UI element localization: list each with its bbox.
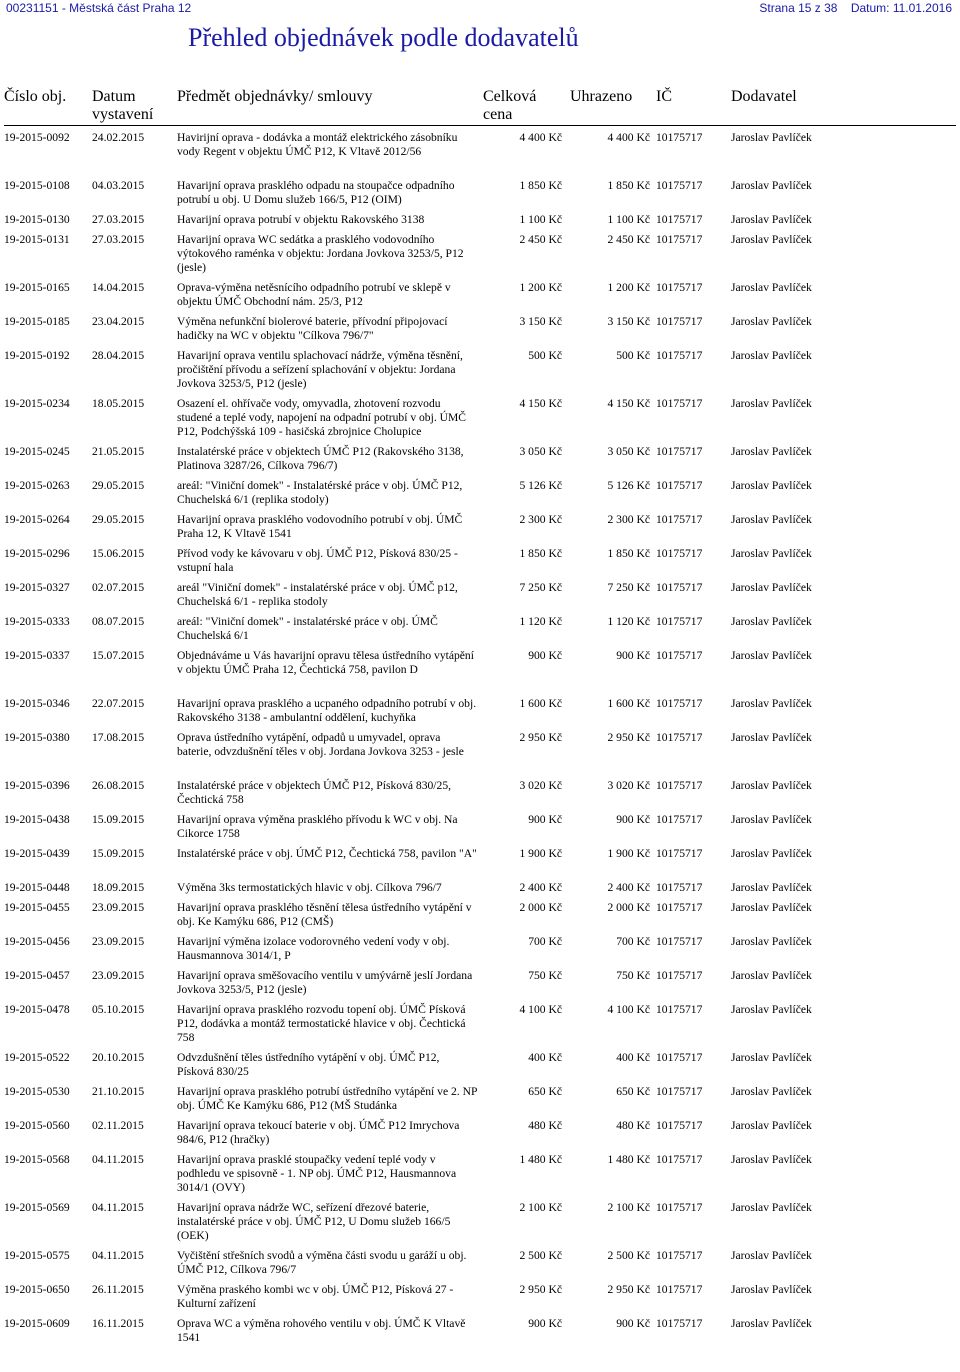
supplier-name: Jaroslav Pavlíček	[731, 281, 812, 294]
order-paid: 2 450 Kč	[607, 233, 650, 246]
column-header-date-line2: vystavení	[92, 106, 154, 123]
order-price: 2 100 Kč	[519, 1201, 562, 1214]
order-date: 15.06.2015	[92, 547, 145, 560]
order-paid: 3 150 Kč	[607, 315, 650, 328]
order-paid: 900 Kč	[616, 813, 650, 826]
supplier-ic: 10175717	[656, 1003, 703, 1016]
supplier-name: Jaroslav Pavlíček	[731, 649, 812, 662]
order-number: 19-2015-0108	[4, 179, 70, 192]
supplier-name: Jaroslav Pavlíček	[731, 1201, 812, 1214]
supplier-name: Jaroslav Pavlíček	[731, 1051, 812, 1064]
supplier-ic: 10175717	[656, 233, 703, 246]
table-row	[0, 315, 960, 349]
order-number: 19-2015-0380	[4, 731, 70, 744]
supplier-ic: 10175717	[656, 901, 703, 914]
page-info	[749, 1, 952, 15]
table-row	[0, 935, 960, 969]
supplier-name: Jaroslav Pavlíček	[731, 1003, 812, 1016]
order-number: 19-2015-0396	[4, 779, 70, 792]
supplier-ic: 10175717	[656, 615, 703, 628]
supplier-ic: 10175717	[656, 847, 703, 860]
supplier-ic: 10175717	[656, 935, 703, 948]
order-subject: Přívod vody ke kávovaru v obj. ÚMČ P12, Písková 830/25 - vstupní hala	[177, 547, 458, 574]
order-subject: Havarijní oprava tekoucí baterie v obj. ÚMČ P12 Imrychova 984/6, P12 (hračky)	[177, 1119, 460, 1146]
order-paid: 2 950 Kč	[607, 731, 650, 744]
order-price: 7 250 Kč	[519, 581, 562, 594]
supplier-ic: 10175717	[656, 813, 703, 826]
report-date: Datum: 11.01.2016	[850, 1, 952, 15]
order-number: 19-2015-0130	[4, 213, 70, 226]
order-price: 3 150 Kč	[519, 315, 562, 328]
order-number: 19-2015-0192	[4, 349, 70, 362]
order-paid: 700 Kč	[616, 935, 650, 948]
order-date: 21.05.2015	[92, 445, 145, 458]
supplier-name: Jaroslav Pavlíček	[731, 969, 812, 982]
order-subject: Havarijní oprava ventilu splachovací nádrže, výměna těsnění, pročištění přívodu a seřízení splachování v objektu: Jordana Jovkova 3253/5, P12 (jesle)	[177, 349, 463, 390]
order-number: 19-2015-0478	[4, 1003, 70, 1016]
supplier-ic: 10175717	[656, 349, 703, 362]
supplier-name: Jaroslav Pavlíček	[731, 1119, 812, 1132]
order-price: 4 100 Kč	[519, 1003, 562, 1016]
order-date: 04.11.2015	[92, 1249, 144, 1262]
order-number: 19-2015-0439	[4, 847, 70, 860]
supplier-name: Jaroslav Pavlíček	[731, 847, 812, 860]
order-number: 19-2015-0165	[4, 281, 70, 294]
order-number: 19-2015-0568	[4, 1153, 70, 1166]
supplier-ic: 10175717	[656, 1249, 703, 1262]
order-date: 15.09.2015	[92, 847, 145, 860]
order-paid: 1 480 Kč	[607, 1153, 650, 1166]
column-header-price-line2: cena	[483, 106, 513, 123]
table-row	[0, 397, 960, 445]
order-number: 19-2015-0185	[4, 315, 70, 328]
order-subject: Havarijní oprava potrubí v objektu Rakovského 3138	[177, 213, 425, 226]
supplier-ic: 10175717	[656, 1317, 703, 1330]
supplier-ic: 10175717	[656, 1153, 703, 1166]
order-subject: Havarijní oprava prasklé stoupačky vedení teplé vody v podhledu ve spisovně - 1. NP obj. ÚMČ P12, Hausmannova 3014/1 (OVY)	[177, 1153, 457, 1194]
column-header-ic: IČ	[656, 88, 672, 105]
supplier-name: Jaroslav Pavlíček	[731, 1283, 812, 1296]
supplier-name: Jaroslav Pavlíček	[731, 731, 812, 744]
table-row	[0, 479, 960, 513]
order-date: 05.10.2015	[92, 1003, 145, 1016]
supplier-ic: 10175717	[656, 1119, 703, 1132]
order-number: 19-2015-0092	[4, 131, 70, 144]
order-date: 23.04.2015	[92, 315, 145, 328]
order-paid: 900 Kč	[616, 1317, 650, 1330]
order-paid: 900 Kč	[616, 649, 650, 662]
order-price: 1 100 Kč	[519, 213, 562, 226]
order-date: 26.08.2015	[92, 779, 145, 792]
supplier-name: Jaroslav Pavlíček	[731, 881, 812, 894]
order-subject: Objednáváme u Vás havarijní opravu tělesa ústředního vytápění v objektu ÚMČ Praha 12, Čechtická 758, pavilon D	[177, 649, 474, 676]
order-paid: 1 850 Kč	[607, 547, 650, 560]
order-subject: Odvzdušnění těles ústředního vytápění v obj. ÚMČ P12, Písková 830/25	[177, 1051, 440, 1078]
order-price: 3 020 Kč	[519, 779, 562, 792]
order-subject: Havarijní oprava výměna prasklého přívodu k WC v obj. Na Cikorce 1758	[177, 813, 458, 840]
column-header-supplier: Dodavatel	[731, 88, 797, 105]
document-reference: 00231151 - Městská část Praha 12	[6, 1, 192, 15]
column-header-price	[483, 88, 536, 124]
table-row	[0, 513, 960, 547]
order-price: 2 400 Kč	[519, 881, 562, 894]
order-date: 27.03.2015	[92, 233, 145, 246]
table-row	[0, 581, 960, 615]
table-row	[0, 1249, 960, 1283]
column-header-date	[92, 88, 153, 124]
table-row	[0, 847, 960, 881]
supplier-ic: 10175717	[656, 581, 703, 594]
order-number: 19-2015-0522	[4, 1051, 70, 1064]
order-paid: 1 100 Kč	[607, 213, 650, 226]
order-subject: Osazení el. ohřívače vody, omyvadla, zhotovení rozvodu studené a teplé vody, napojení na odpadní potrubí v obj. ÚMČ P12, Podchýšská 109 - hasičská zbrojnice Cholupice	[177, 397, 467, 438]
order-price: 500 Kč	[528, 349, 562, 362]
order-date: 02.11.2015	[92, 1119, 144, 1132]
order-number: 19-2015-0560	[4, 1119, 70, 1132]
order-subject: Havarijní oprava prasklého a ucpaného odpadního potrubí v obj. Rakovského 3138 - ambulantní oddělení, kuchyňka	[177, 697, 477, 724]
supplier-ic: 10175717	[656, 1201, 703, 1214]
table-row	[0, 1119, 960, 1153]
order-paid: 5 126 Kč	[607, 479, 650, 492]
order-number: 19-2015-0455	[4, 901, 70, 914]
table-row	[0, 1153, 960, 1201]
order-subject: Instalatérské práce v objektech ÚMČ P12 (Rakovského 3138, Platinova 3287/26, Cílkova 796/7)	[177, 445, 464, 472]
supplier-ic: 10175717	[656, 1051, 703, 1064]
order-subject: Výměna nefunkční biolerové baterie, přívodní připojovací hadičky na WC v objektu "Cílkova 796/7"	[177, 315, 448, 342]
supplier-name: Jaroslav Pavlíček	[731, 1249, 812, 1262]
supplier-ic: 10175717	[656, 213, 703, 226]
order-subject: Havirijní oprava - dodávka a montáž elektrického zásobníku vody Regent v objektu ÚMČ P12, K Vltavě 2012/56	[177, 131, 458, 158]
order-date: 04.03.2015	[92, 179, 145, 192]
order-price: 700 Kč	[528, 935, 562, 948]
supplier-ic: 10175717	[656, 445, 703, 458]
order-paid: 4 400 Kč	[607, 131, 650, 144]
order-paid: 7 250 Kč	[607, 581, 650, 594]
order-subject: Vyčištění střešních svodů a výměna části svodu u garáží u obj. ÚMČ P12, Cílkova 796/7	[177, 1249, 467, 1276]
order-number: 19-2015-0333	[4, 615, 70, 628]
supplier-ic: 10175717	[656, 513, 703, 526]
order-subject: Oprava-výměna netěsnícího odpadního potrubí ve sklepě v objektu ÚMČ Obchodní nám. 25/3, P12	[177, 281, 451, 308]
supplier-name: Jaroslav Pavlíček	[731, 813, 812, 826]
order-price: 2 500 Kč	[519, 1249, 562, 1262]
order-subject: Oprava WC a výměna rohového ventilu v obj. ÚMČ K Vltavě 1541	[177, 1317, 466, 1344]
order-price: 4 150 Kč	[519, 397, 562, 410]
order-number: 19-2015-0131	[4, 233, 70, 246]
order-date: 21.10.2015	[92, 1085, 145, 1098]
order-paid: 1 120 Kč	[607, 615, 650, 628]
supplier-ic: 10175717	[656, 969, 703, 982]
supplier-name: Jaroslav Pavlíček	[731, 935, 812, 948]
order-date: 04.11.2015	[92, 1153, 144, 1166]
table-row	[0, 697, 960, 731]
order-paid: 3 020 Kč	[607, 779, 650, 792]
supplier-name: Jaroslav Pavlíček	[731, 349, 812, 362]
order-number: 19-2015-0530	[4, 1085, 70, 1098]
supplier-ic: 10175717	[656, 281, 703, 294]
supplier-name: Jaroslav Pavlíček	[731, 1085, 812, 1098]
order-date: 22.07.2015	[92, 697, 145, 710]
supplier-ic: 10175717	[656, 1283, 703, 1296]
table-row	[0, 649, 960, 697]
order-subject: Havarijní oprava WC sedátka a prasklého vodovodního výtokového raménka v objektu: Jordana Jovkova 3253/5, P12 (jesle)	[177, 233, 464, 274]
orders-table-body	[0, 131, 960, 1351]
order-paid: 750 Kč	[616, 969, 650, 982]
order-price: 750 Kč	[528, 969, 562, 982]
order-number: 19-2015-0234	[4, 397, 70, 410]
supplier-name: Jaroslav Pavlíček	[731, 513, 812, 526]
order-date: 29.05.2015	[92, 513, 145, 526]
order-date: 28.04.2015	[92, 349, 145, 362]
table-row	[0, 179, 960, 213]
order-price: 650 Kč	[528, 1085, 562, 1098]
supplier-ic: 10175717	[656, 697, 703, 710]
order-price: 4 400 Kč	[519, 131, 562, 144]
order-date: 23.09.2015	[92, 901, 145, 914]
order-number: 19-2015-0575	[4, 1249, 70, 1262]
supplier-name: Jaroslav Pavlíček	[731, 697, 812, 710]
order-date: 15.09.2015	[92, 813, 145, 826]
table-row	[0, 1051, 960, 1085]
order-subject: Havarijní oprava směšovacího ventilu v umývárně jeslí Jordana Jovkova 3253/5, P12 (jesle)	[177, 969, 473, 996]
order-paid: 4 100 Kč	[607, 1003, 650, 1016]
order-price: 2 000 Kč	[519, 901, 562, 914]
order-date: 04.11.2015	[92, 1201, 144, 1214]
supplier-name: Jaroslav Pavlíček	[731, 131, 812, 144]
order-subject: Výměna praského kombi wc v obj. ÚMČ P12, Písková 27 - Kulturní zařízení	[177, 1283, 454, 1310]
supplier-ic: 10175717	[656, 397, 703, 410]
page-header	[0, 0, 960, 16]
order-date: 16.11.2015	[92, 1317, 144, 1330]
supplier-name: Jaroslav Pavlíček	[731, 213, 812, 226]
order-number: 19-2015-0438	[4, 813, 70, 826]
order-paid: 650 Kč	[616, 1085, 650, 1098]
supplier-ic: 10175717	[656, 731, 703, 744]
table-row	[0, 813, 960, 847]
order-subject: Havarijní oprava prasklého rozvodu topení obj. ÚMČ Písková P12, dodávka a montáž termostatické hlavice v obj. Čechtická 758	[177, 1003, 466, 1044]
order-price: 3 050 Kč	[519, 445, 562, 458]
order-number: 19-2015-0346	[4, 697, 70, 710]
order-date: 08.07.2015	[92, 615, 145, 628]
column-header-paid: Uhrazeno	[570, 88, 633, 105]
column-header-date-line1: Datum	[92, 88, 136, 105]
order-date: 17.08.2015	[92, 731, 145, 744]
supplier-name: Jaroslav Pavlíček	[731, 179, 812, 192]
order-paid: 2 950 Kč	[607, 1283, 650, 1296]
order-subject: Havarijní výměna izolace vodorovného vedení vody v obj. Hausmannova 3014/1, P	[177, 935, 450, 962]
order-price: 1 850 Kč	[519, 547, 562, 560]
order-price: 2 950 Kč	[519, 731, 562, 744]
supplier-name: Jaroslav Pavlíček	[731, 779, 812, 792]
order-paid: 4 150 Kč	[607, 397, 650, 410]
order-paid: 500 Kč	[616, 349, 650, 362]
order-number: 19-2015-0337	[4, 649, 70, 662]
order-price: 900 Kč	[528, 1317, 562, 1330]
order-number: 19-2015-0448	[4, 881, 70, 894]
table-row	[0, 131, 960, 179]
table-row	[0, 901, 960, 935]
order-number: 19-2015-0245	[4, 445, 70, 458]
supplier-name: Jaroslav Pavlíček	[731, 615, 812, 628]
order-subject: Havarijní oprava prasklého těsnění tělesa ústředního vytápění v obj. Ke Kamýku 686, P12 (CMŠ)	[177, 901, 472, 928]
table-row	[0, 1317, 960, 1351]
order-date: 02.07.2015	[92, 581, 145, 594]
order-price: 1 480 Kč	[519, 1153, 562, 1166]
supplier-ic: 10175717	[656, 1085, 703, 1098]
table-row	[0, 1085, 960, 1119]
order-price: 400 Kč	[528, 1051, 562, 1064]
order-date: 27.03.2015	[92, 213, 145, 226]
supplier-ic: 10175717	[656, 131, 703, 144]
table-row	[0, 779, 960, 813]
supplier-ic: 10175717	[656, 779, 703, 792]
order-price: 2 950 Kč	[519, 1283, 562, 1296]
order-number: 19-2015-0263	[4, 479, 70, 492]
order-price: 1 900 Kč	[519, 847, 562, 860]
table-row	[0, 233, 960, 281]
order-number: 19-2015-0456	[4, 935, 70, 948]
order-subject: Havarijní oprava prasklého potrubí ústředního vytápění ve 2. NP obj. ÚMČ Ke Kamýku 686, P12 (MŠ Studánka	[177, 1085, 477, 1112]
order-paid: 2 400 Kč	[607, 881, 650, 894]
order-subject: areál "Viniční domek" - instalatérské práce v obj. ÚMČ p12, Chuchelská 6/1 - replika stodoly	[177, 581, 458, 608]
order-price: 1 120 Kč	[519, 615, 562, 628]
order-date: 23.09.2015	[92, 935, 145, 948]
order-subject: Výměna 3ks termostatických hlavic v obj. Cílkova 796/7	[177, 881, 442, 894]
order-date: 29.05.2015	[92, 479, 145, 492]
supplier-name: Jaroslav Pavlíček	[731, 1153, 812, 1166]
table-row	[0, 213, 960, 233]
order-subject: Havarijní oprava prasklého vodovodního potrubí v obj. ÚMČ Praha 12, K Vltavě 1541	[177, 513, 463, 540]
order-price: 900 Kč	[528, 649, 562, 662]
table-row	[0, 615, 960, 649]
table-row	[0, 445, 960, 479]
order-paid: 2 300 Kč	[607, 513, 650, 526]
order-paid: 3 050 Kč	[607, 445, 650, 458]
supplier-name: Jaroslav Pavlíček	[731, 233, 812, 246]
supplier-ic: 10175717	[656, 881, 703, 894]
supplier-ic: 10175717	[656, 179, 703, 192]
order-number: 19-2015-0569	[4, 1201, 70, 1214]
order-price: 1 200 Kč	[519, 281, 562, 294]
supplier-name: Jaroslav Pavlíček	[731, 547, 812, 560]
order-number: 19-2015-0296	[4, 547, 70, 560]
order-paid: 1 600 Kč	[607, 697, 650, 710]
supplier-name: Jaroslav Pavlíček	[731, 581, 812, 594]
order-subject: Instalatérské práce v obj. ÚMČ P12, Čechtická 758, pavilon "A"	[177, 847, 477, 860]
order-number: 19-2015-0609	[4, 1317, 70, 1330]
order-price: 1 600 Kč	[519, 697, 562, 710]
supplier-name: Jaroslav Pavlíček	[731, 1317, 812, 1330]
supplier-ic: 10175717	[656, 649, 703, 662]
order-price: 1 850 Kč	[519, 179, 562, 192]
order-date: 20.10.2015	[92, 1051, 145, 1064]
order-date: 15.07.2015	[92, 649, 145, 662]
order-date: 24.02.2015	[92, 131, 145, 144]
order-paid: 400 Kč	[616, 1051, 650, 1064]
supplier-name: Jaroslav Pavlíček	[731, 479, 812, 492]
table-row	[0, 731, 960, 779]
table-row	[0, 1201, 960, 1249]
order-price: 5 126 Kč	[519, 479, 562, 492]
order-date: 18.05.2015	[92, 397, 145, 410]
order-subject: areál: "Viniční domek" - Instalatérské práce v obj. ÚMČ P12, Chuchelská 6/1 (replika stodoly)	[177, 479, 463, 506]
supplier-name: Jaroslav Pavlíček	[731, 901, 812, 914]
order-paid: 1 900 Kč	[607, 847, 650, 860]
page-title: Přehled objednávek podle dodavatelů	[188, 23, 579, 52]
order-number: 19-2015-0457	[4, 969, 70, 982]
order-date: 14.04.2015	[92, 281, 145, 294]
order-number: 19-2015-0327	[4, 581, 70, 594]
table-row	[0, 1283, 960, 1317]
table-row	[0, 881, 960, 901]
order-subject: Oprava ústředního vytápění, odpadů u umyvadel, oprava baterie, odvzdušnění těles v obj. Jordana Jovkova 3253 - jesle	[177, 731, 464, 758]
supplier-name: Jaroslav Pavlíček	[731, 397, 812, 410]
order-paid: 480 Kč	[616, 1119, 650, 1132]
table-row	[0, 547, 960, 581]
order-price: 900 Kč	[528, 813, 562, 826]
order-paid: 2 100 Kč	[607, 1201, 650, 1214]
order-date: 18.09.2015	[92, 881, 145, 894]
order-price: 2 450 Kč	[519, 233, 562, 246]
table-row	[0, 281, 960, 315]
order-price: 480 Kč	[528, 1119, 562, 1132]
column-header-subject: Předmět objednávky/ smlouvy	[177, 88, 373, 105]
order-date: 26.11.2015	[92, 1283, 144, 1296]
table-header	[0, 88, 960, 124]
supplier-ic: 10175717	[656, 315, 703, 328]
order-subject: areál: "Viniční domek" - instalatérské práce v obj. ÚMČ Chuchelská 6/1	[177, 615, 438, 642]
order-paid: 1 200 Kč	[607, 281, 650, 294]
order-subject: Havarijní oprava prasklého odpadu na stoupačce odpadního potrubí u obj. U Domu služeb 166/5, P12 (OIM)	[177, 179, 455, 206]
page-number: Strana 15 z 38	[759, 1, 838, 15]
header-rule	[4, 125, 956, 126]
order-price: 2 300 Kč	[519, 513, 562, 526]
table-row	[0, 349, 960, 397]
order-number: 19-2015-0650	[4, 1283, 70, 1296]
column-header-number: Číslo obj.	[4, 88, 67, 105]
table-row	[0, 1003, 960, 1051]
table-row	[0, 969, 960, 1003]
order-paid: 1 850 Kč	[607, 179, 650, 192]
order-date: 23.09.2015	[92, 969, 145, 982]
supplier-ic: 10175717	[656, 547, 703, 560]
column-header-price-line1: Celková	[483, 88, 537, 105]
supplier-name: Jaroslav Pavlíček	[731, 445, 812, 458]
order-subject: Instalatérské práce v objektech ÚMČ P12, Písková 830/25, Čechtická 758	[177, 779, 452, 806]
order-number: 19-2015-0264	[4, 513, 70, 526]
order-subject: Havarijní oprava nádrže WC, seřízení dřezové baterie, instalatérské práce v obj. ÚMČ P12, U Domu služeb 166/5 (OEK)	[177, 1201, 451, 1242]
supplier-ic: 10175717	[656, 479, 703, 492]
order-paid: 2 000 Kč	[607, 901, 650, 914]
supplier-name: Jaroslav Pavlíček	[731, 315, 812, 328]
order-paid: 2 500 Kč	[607, 1249, 650, 1262]
